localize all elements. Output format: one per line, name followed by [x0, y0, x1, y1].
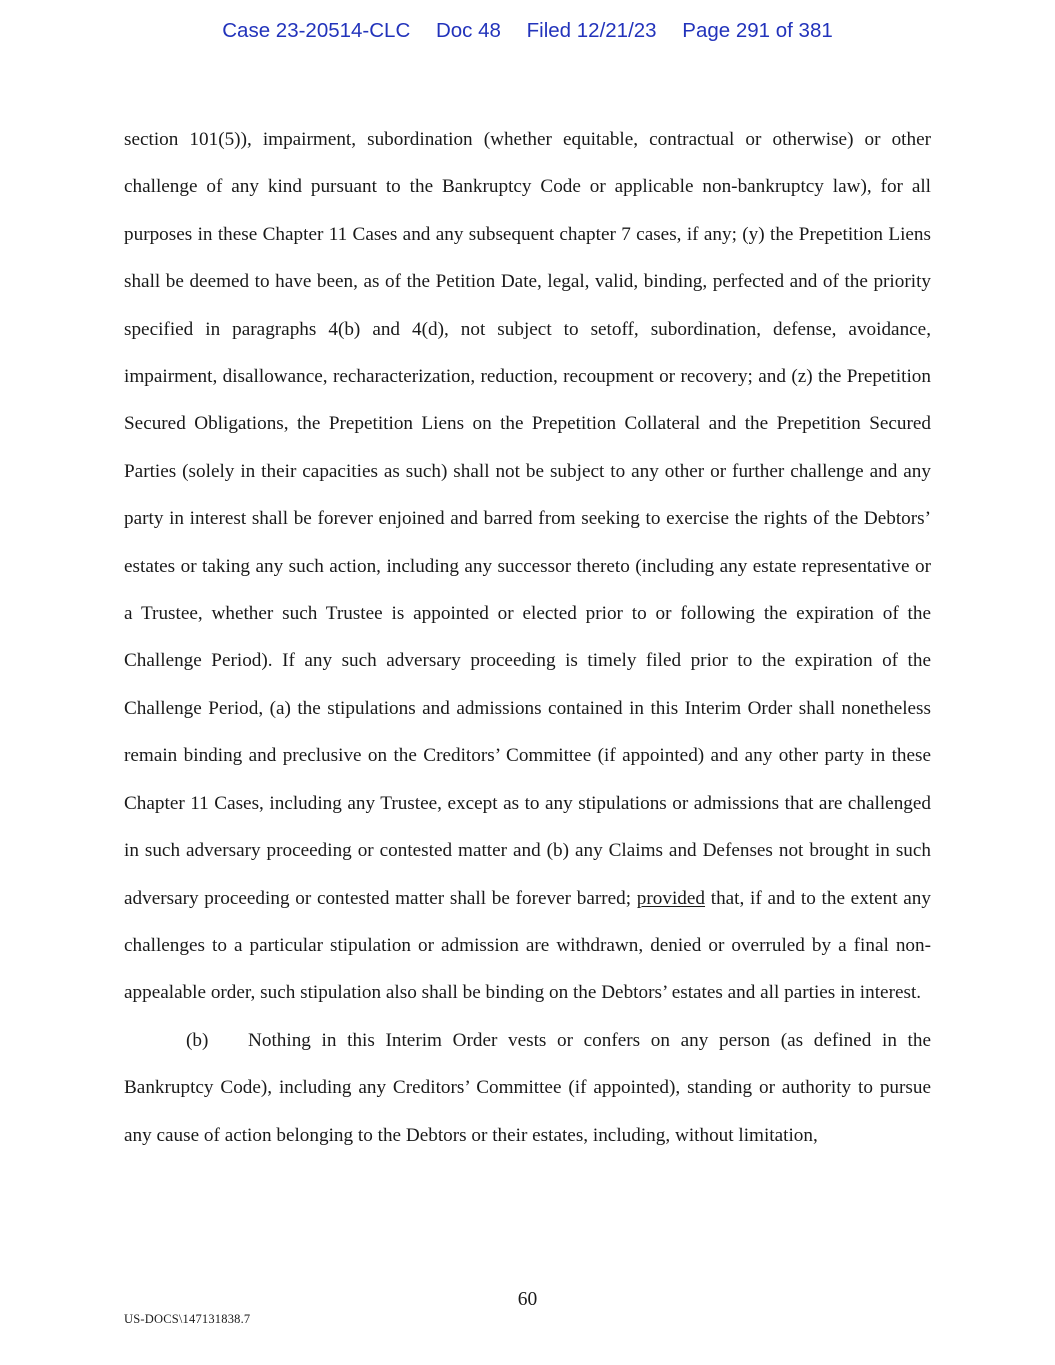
document-body: [124, 116, 931, 1159]
provided-underlined: provided: [636, 887, 706, 909]
paragraph-text-end: that, if and to the extent any challenges to a particular stipulation or admission are withdrawn, denied or overruled by a final non-appealable order, such stipulation also shall be binding on the Debtors’ estates and all parties in interest.: [124, 887, 931, 1004]
case-header: [0, 19, 1055, 43]
doc-number: Doc 48: [435, 19, 501, 42]
paragraph-b-text: Nothing in this Interim Order vests or confers on any person (as defined in the Bankruptcy Code), including any Creditors’ Committee (if appointed), standing or authority to pursue any cause of action belonging to the Debtors or their estates, including, without limitation,: [124, 1029, 931, 1146]
case-number: Case 23-20514-CLC: [222, 19, 411, 42]
filed-date: Filed 12/21/23: [526, 19, 657, 42]
page-count: Page 291 of 381: [682, 19, 833, 42]
paragraph-text: section 101(5)), impairment, subordination (whether equitable, contractual or otherwise) or other challenge of any kind pursuant to the Bankruptcy Code or applicable non-bankruptcy law), for all purposes in these Chapter 11 Cases and any subsequent chapter 7 cases, if any; (y) the Prepetition Liens shall be deemed to have been, as of the Petition Date, legal, valid, binding, perfected and of the priority specified in paragraphs 4(b) and 4(d), not subject to setoff, subordination, defense, avoidance, impairment, disallowance, recharacterization, reduction, recoupment or recovery; and (z) the Prepetition Secured Obligations, the Prepetition Liens on the Prepetition Collateral and the Prepetition Secured Parties (solely in their capacities as such) shall not be subject to any other or further challenge and any party in interest shall be forever enjoined and barred from seeking to exercise the rights of the Debtors’ estates or taking any such action, including any successor thereto (including any estate representative or a Trustee, whether such Trustee is appointed or elected prior to or following the expiration of the Challenge Period). If any such adversary proceeding is timely filed prior to the expiration of the Challenge Period, (a) the stipulations and admissions contained in this Interim Order shall nonetheless remain binding and preclusive on the Creditors’ Committee (if appointed) and any other party in these Chapter 11 Cases, including any Trustee, except as to any stipulations or admissions that are challenged in such adversary proceeding or contested matter and (b) any Claims and Defenses not brought in such adversary proceeding or contested matter shall be forever barred;: [124, 129, 931, 909]
paragraph-continued: [124, 116, 931, 1017]
paragraph-label: (b): [186, 1029, 209, 1051]
paragraph-b: [124, 1017, 931, 1159]
document-id: US-DOCS\147131838.7: [124, 1312, 251, 1326]
page-number: 60: [517, 1289, 538, 1310]
